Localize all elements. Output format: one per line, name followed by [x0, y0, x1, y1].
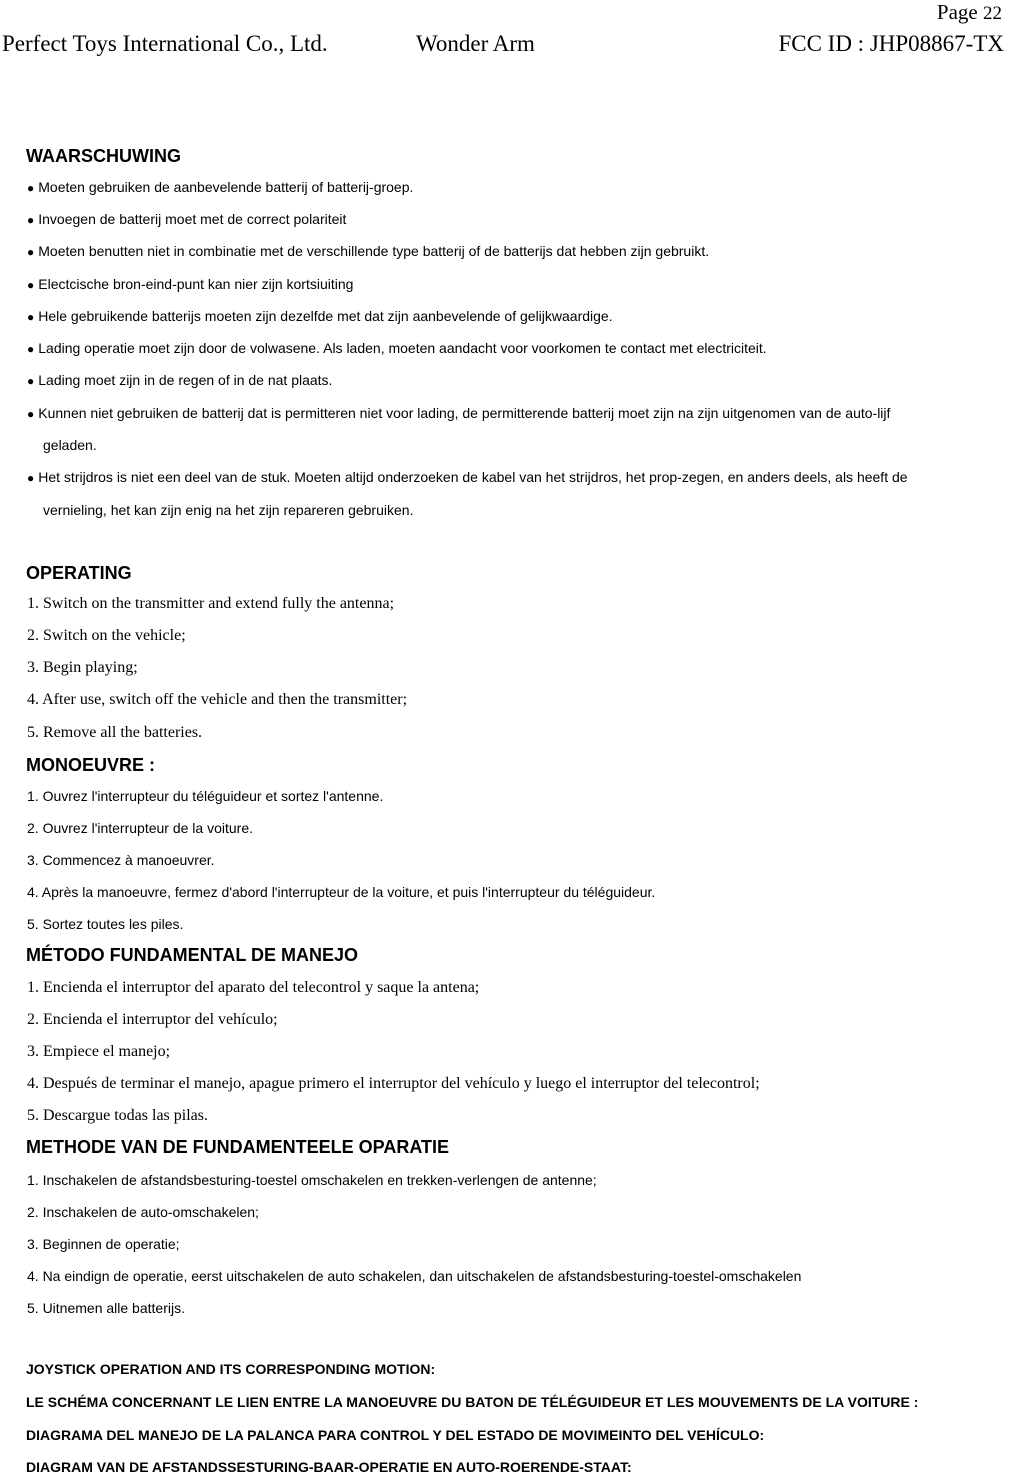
header-product: Wonder Arm	[416, 31, 535, 56]
page-number: Page 22	[936, 0, 1002, 24]
monoeuvre-step: 2. Ouvrez l'interrupteur de la voiture.	[27, 820, 254, 836]
section-title-operating: OPERATING	[26, 563, 132, 583]
warning-item: ● Kunnen niet gebruiken de batterij dat is permitteren niet voor lading, de permitterende batterij moet zijn na zijn uitgenomen van de auto-lijf	[27, 405, 890, 421]
section-title-metodo: MÉTODO FUNDAMENTAL DE MANEJO	[26, 945, 359, 965]
joystick-heading-en: JOYSTICK OPERATION AND ITS CORRESPONDING MOTION:	[26, 1361, 436, 1377]
section-title-monoeuvre: MONOEUVRE :	[26, 755, 156, 775]
warning-item: ● Lading moet zijn in de regen of in de nat plaats.	[27, 372, 332, 388]
joystick-heading-fr: LE SCHÉMA CONCERNANT LE LIEN ENTRE LA MANOEUVRE DU BATON DE TÉLÉGUIDEUR ET LES MOUVEMENTS DE LA VOITURE :	[26, 1394, 919, 1410]
warning-item: ● Het strijdros is niet een deel van de stuk. Moeten altijd onderzoeken de kabel van het strijdros, het prop-zegen, en anders deels, als heeft de	[27, 469, 908, 485]
methode-step: 1. Inschakelen de afstandsbesturing-toestel omschakelen en trekken-verlengen de antenne;	[27, 1172, 597, 1188]
operating-step: 5. Remove all the batteries.	[27, 724, 203, 741]
metodo-step: 1. Encienda el interruptor del aparato del telecontrol y saque la antena;	[27, 979, 480, 996]
operating-step: 4. After use, switch off the vehicle and then the transmitter;	[27, 691, 408, 708]
joystick-heading-es: DIAGRAMA DEL MANEJO DE LA PALANCA PARA CONTROL Y DEL ESTADO DE MOVIMEINTO DEL VEHÍCULO:	[26, 1427, 765, 1443]
section-title-waarschuwing: WAARSCHUWING	[26, 146, 181, 166]
monoeuvre-step: 4. Après la manoeuvre, fermez d'abord l'interrupteur de la voiture, et puis l'interrupteur du téléguideur.	[27, 884, 656, 900]
operating-step: 3. Begin playing;	[27, 659, 138, 676]
metodo-step: 5. Descargue todas las pilas.	[27, 1107, 208, 1124]
methode-step: 5. Uitnemen alle batterijs.	[27, 1300, 185, 1316]
warning-item: ● Electcische bron-eind-punt kan nier zijn kortsiuiting	[27, 276, 353, 292]
warning-item-continuation: geladen.	[43, 437, 97, 453]
metodo-step: 4. Después de terminar el manejo, apague primero el interruptor del vehículo y luego el interruptor del telecontrol;	[27, 1075, 760, 1092]
methode-step: 2. Inschakelen de auto-omschakelen;	[27, 1204, 259, 1220]
header-company: Perfect Toys International Co., Ltd.	[2, 31, 328, 56]
warning-item: ● Invoegen de batterij moet met de correct polariteit	[27, 211, 346, 227]
monoeuvre-step: 5. Sortez toutes les piles.	[27, 916, 184, 932]
monoeuvre-step: 3. Commencez à manoeuvrer.	[27, 852, 215, 868]
warning-item: ● Moeten benutten niet in combinatie met de verschillende type batterij of de batterijs dat hebben zijn gebruikt.	[27, 243, 709, 259]
monoeuvre-step: 1. Ouvrez l'interrupteur du téléguideur et sortez l'antenne.	[27, 788, 384, 804]
joystick-heading-nl: DIAGRAM VAN DE AFSTANDSSESTURING-BAAR-OPERATIE EN AUTO-ROERENDE-STAAT:	[26, 1459, 632, 1475]
operating-step: 2. Switch on the vehicle;	[27, 627, 186, 644]
warning-item: ● Lading operatie moet zijn door de volwasene. Als laden, moeten aandacht voor voorkomen te contact met electriciteit.	[27, 340, 767, 356]
methode-step: 3. Beginnen de operatie;	[27, 1236, 180, 1252]
warning-item: ● Hele gebruikende batterijs moeten zijn dezelfde met dat zijn aanbevelende of gelijkwaardige.	[27, 308, 613, 324]
methode-step: 4. Na eindign de operatie, eerst uitschakelen de auto schakelen, dan uitschakelen de afstandsbesturing-toestel-omschakelen	[27, 1268, 802, 1284]
section-title-methode: METHODE VAN DE FUNDAMENTEELE OPARATIE	[26, 1137, 450, 1157]
warning-item-continuation: vernieling, het kan zijn enig na het zijn repareren gebruiken.	[43, 502, 414, 518]
operating-step: 1. Switch on the transmitter and extend fully the antenna;	[27, 595, 395, 612]
warning-item: ● Moeten gebruiken de aanbevelende batterij of batterij-groep.	[27, 179, 413, 195]
header-fcc-id: FCC ID : JHP08867-TX	[778, 31, 1004, 56]
metodo-step: 3. Empiece el manejo;	[27, 1043, 171, 1060]
metodo-step: 2. Encienda el interruptor del vehículo;	[27, 1011, 278, 1028]
